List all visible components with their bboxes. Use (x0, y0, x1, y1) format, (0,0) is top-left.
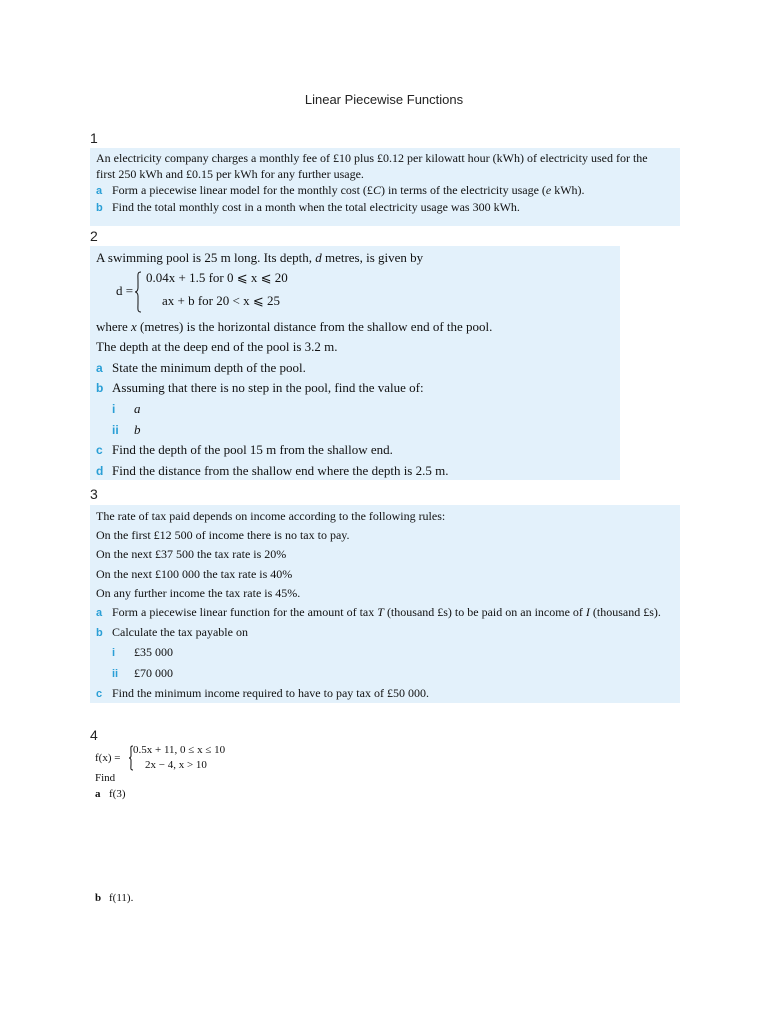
q2-part-b-text: Assuming that there is no step in the pool, find the value of: (112, 380, 424, 396)
q3-line-2: On the first £12 500 of income there is no tax to pay. (96, 528, 350, 543)
q3-part-b-i-label: i (112, 647, 116, 660)
q2-intro (96, 248, 614, 269)
q2-intro-text-1: A swimming pool is 25 m long. Its depth, (96, 250, 316, 265)
q3-line-5: On any further income the tax rate is 45%. (96, 585, 301, 600)
q3-part-a-var-i: I (585, 605, 590, 620)
q2-piece-2: ax + b for 20 < x ⩽ 25 (162, 292, 280, 308)
q3-line-4: On the next £100 000 the tax rate is 40% (96, 566, 293, 581)
q1-part-a-var-e: e (545, 183, 552, 197)
q2-part-d-text: Find the distance from the shallow end where the depth is 2.5 m. (112, 462, 449, 478)
q3-part-a-label: a (96, 607, 103, 620)
q2-part-d (96, 461, 614, 482)
q2-deep-end: The depth at the deep end of the pool is 3.2 m. (96, 339, 338, 355)
q3-part-a-var-t: T (377, 605, 384, 620)
q3-part-a-text-3: (thousand £s). (589, 605, 661, 620)
q2-part-c-text: Find the depth of the pool 15 m from the shallow end. (112, 442, 393, 458)
q2-part-b (96, 378, 614, 399)
q3-part-b-ii (96, 664, 674, 684)
q4-find: Find (95, 772, 116, 784)
q3-part-b-text: Calculate the tax payable on (112, 625, 248, 640)
q2-part-a-label: a (96, 360, 103, 375)
page-title: Linear Piecewise Functions (304, 92, 464, 107)
q3-part-b-i-text: £35 000 (134, 645, 173, 660)
question-number-2: 2 (90, 228, 98, 244)
q1-part-a-text-1: Form a piecewise linear model for the monthly cost (£ (112, 183, 373, 197)
q3-part-a-text-2: (thousand £s) to be paid on an income of (383, 605, 586, 620)
q4-piece-1: 0.5x + 11, 0 ≤ x ≤ 10 (133, 744, 226, 756)
q3-part-b-ii-text: £70 000 (134, 665, 173, 680)
question-3-box (90, 505, 680, 703)
q2-part-b-i-label: i (112, 401, 116, 416)
q1-part-b-text: Find the total monthly cost in a month when the total electricity usage was 300 kWh. (112, 200, 520, 214)
curly-brace-icon (134, 271, 142, 313)
q2-part-a (96, 358, 614, 379)
q3-part-b (96, 623, 674, 643)
question-number-3: 3 (90, 486, 98, 502)
q1-part-a-text-2: ) in terms of the electricity usage ( (380, 183, 546, 197)
q2-where-prefix: where (96, 318, 132, 334)
q1-part-b-label: b (96, 202, 103, 214)
q2-d-equals: d = (116, 282, 134, 298)
q4-piecewise-definition (95, 744, 395, 774)
q2-part-c-label: c (96, 443, 103, 458)
q2-part-b-ii-label: ii (112, 422, 119, 437)
q1-part-a (96, 182, 674, 199)
q3-line-1: The rate of tax paid depends on income according to the following rules: (96, 509, 446, 523)
q2-part-b-ii-text: b (134, 421, 141, 437)
q2-where-var-x: x (131, 318, 137, 334)
question-1-box (90, 148, 680, 226)
q4-piece-2: 2x − 4, x > 10 (145, 759, 207, 771)
q2-where (96, 317, 614, 338)
q3-line-3: On the next £37 500 the tax rate is 20% (96, 547, 287, 562)
q2-part-d-label: d (96, 463, 104, 478)
q3-part-c (96, 684, 674, 704)
q2-part-c (96, 440, 614, 461)
q2-piecewise-definition (96, 269, 614, 317)
q4-f-equals: f(x) = (95, 752, 121, 764)
q3-part-b-ii-label: ii (112, 667, 119, 680)
q1-intro-line-1: An electricity company charges a monthly fee of £10 plus £0.12 per kilowatt hour (kWh) of electricity used for the (96, 151, 648, 165)
q4-part-b-label: b (95, 892, 102, 904)
q1-part-b (96, 199, 674, 216)
q4-part-b (95, 892, 133, 905)
q4-part-a-label: a (95, 788, 101, 800)
q1-part-a-var-c: C (372, 183, 381, 197)
q2-intro-text-2: metres, is given by (321, 250, 424, 265)
q4-part-a-text: f(3) (109, 788, 126, 800)
q1-part-a-text-3: kWh). (551, 183, 585, 197)
q2-piece-1: 0.04x + 1.5 for 0 ⩽ x ⩽ 20 (146, 269, 288, 285)
q4-part-b-text: f(11). (109, 892, 134, 904)
q3-part-c-label: c (96, 687, 103, 700)
q2-part-b-i (96, 399, 614, 420)
q3-part-a-text-1: Form a piecewise linear function for the amount of tax (112, 605, 378, 620)
q3-part-c-text: Find the minimum income required to have to pay tax of £50 000. (112, 685, 429, 700)
q1-intro-line-2: first 250 kWh and £0.15 per kWh for any further usage. (96, 167, 364, 181)
q1-part-a-label: a (96, 185, 103, 197)
q2-where-text: (metres) is the horizontal distance from the shallow end of the pool. (136, 318, 493, 334)
q3-part-b-label: b (96, 627, 103, 640)
q4-part-a (95, 788, 126, 801)
q2-intro-var-d: d (315, 250, 322, 265)
q2-part-b-label: b (96, 381, 104, 396)
question-2-box (90, 246, 620, 480)
q3-part-a (96, 603, 674, 623)
q3-part-b-i (96, 643, 674, 663)
q2-part-b-ii (96, 420, 614, 441)
q2-part-a-text: State the minimum depth of the pool. (112, 359, 306, 375)
question-number-4: 4 (90, 727, 98, 743)
question-number-1: 1 (90, 130, 98, 146)
q2-part-b-i-text: a (134, 400, 141, 416)
